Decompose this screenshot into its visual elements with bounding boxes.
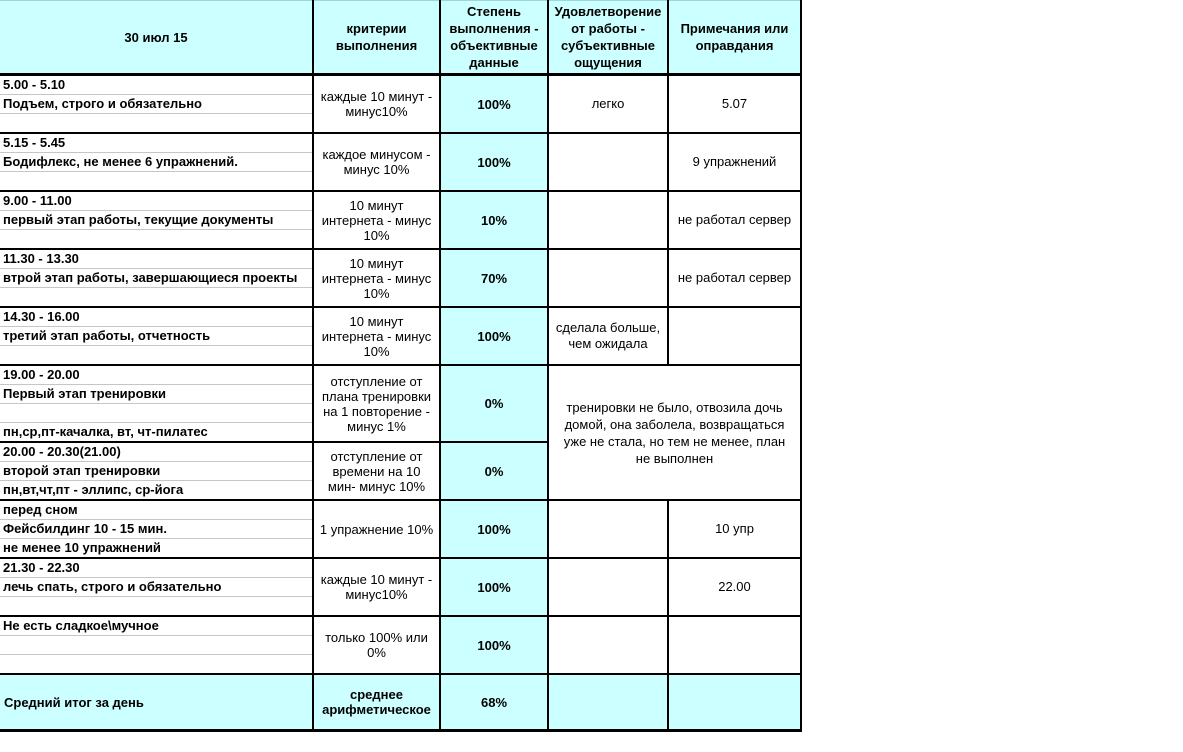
activity-label: первый этап работы, текущие документы (0, 211, 312, 230)
cell-criteria[interactable]: каждые 10 минут - минус10% (313, 558, 440, 616)
cell-criteria[interactable]: 10 минут интернета - минус 10% (313, 191, 440, 249)
activity-schedule: пн,вт,чт,пт - эллипс, ср-йога (3, 482, 184, 497)
cell-criteria[interactable]: каждое минусом - минус 10% (313, 133, 440, 191)
cell-criteria[interactable]: 1 упражнение 10% (313, 500, 440, 558)
cell-criteria[interactable]: каждые 10 минут - минус10% (313, 75, 440, 134)
blank-line (0, 288, 312, 306)
cell-time-activity[interactable] (0, 191, 313, 249)
cell-time-activity[interactable] (0, 365, 313, 442)
header-satisfaction-label: Удовлетворение от работы - субъективные ощущения (554, 4, 662, 70)
header-date-label: 30 июл 15 (124, 29, 188, 45)
activity-label: Не есть сладкое\мучное (0, 617, 312, 636)
blank-line (0, 346, 312, 364)
time-range: 9.00 - 11.00 (0, 192, 312, 211)
time-range: 20.00 - 20.30(21.00) (0, 443, 312, 462)
cell-notes[interactable]: не работал сервер (668, 191, 801, 249)
cell-satisfaction[interactable] (548, 249, 668, 307)
table-row (0, 191, 801, 249)
header-degree-cell[interactable] (440, 1, 548, 75)
cell-degree[interactable]: 100% (440, 307, 548, 365)
cell-time-activity[interactable] (0, 307, 313, 365)
cell-degree[interactable]: 10% (440, 191, 548, 249)
cell-time-activity[interactable] (0, 249, 313, 307)
time-range: перед сном (0, 501, 312, 520)
activity-label: лечь спать, строго и обязательно (0, 578, 312, 597)
activity-label: втрой этап работы, завершающиеся проекты (0, 269, 312, 288)
cell-degree[interactable]: 0% (440, 365, 548, 442)
header-criteria-cell[interactable] (313, 1, 440, 75)
summary-criteria-cell[interactable]: среднее арифметическое (313, 674, 440, 731)
header-degree-label: Степень выполнения - объективные данные (449, 4, 539, 70)
cell-satisfaction[interactable] (548, 616, 668, 674)
activity-label: Фейсбилдинг 10 - 15 мин. (0, 520, 312, 539)
cell-time-activity[interactable] (0, 500, 313, 558)
summary-degree-cell[interactable]: 68% (440, 674, 548, 731)
blank-line (0, 230, 312, 248)
activity-label: второй этап тренировки (0, 462, 312, 481)
cell-notes[interactable]: 9 упражнений (668, 133, 801, 191)
cell-criteria[interactable]: 10 минут интернета - минус 10% (313, 249, 440, 307)
header-notes-cell[interactable] (668, 1, 801, 75)
time-range: 5.00 - 5.10 (0, 76, 312, 95)
table-row (0, 365, 801, 442)
cell-criteria[interactable]: 10 минут интернета - минус 10% (313, 307, 440, 365)
cell-time-activity[interactable] (0, 75, 313, 134)
time-range: 14.30 - 16.00 (0, 308, 312, 327)
cell-time-activity[interactable] (0, 616, 313, 674)
cell-criteria[interactable]: только 100% или 0% (313, 616, 440, 674)
cell-degree[interactable]: 100% (440, 558, 548, 616)
table-row (0, 500, 801, 558)
table-row (0, 249, 801, 307)
table-row (0, 616, 801, 674)
blank-line (0, 597, 312, 615)
blank-line (0, 114, 312, 132)
activity-detail: не менее 10 упражнений (3, 540, 161, 555)
table-row (0, 75, 801, 134)
blank-line (0, 636, 312, 655)
summary-notes-cell[interactable] (668, 674, 801, 731)
cell-satisfaction[interactable] (548, 191, 668, 249)
cell-satisfaction[interactable]: легко (548, 75, 668, 134)
table-header-row (0, 1, 801, 75)
blank-line (0, 655, 312, 673)
cell-degree[interactable]: 70% (440, 249, 548, 307)
time-range: 19.00 - 20.00 (0, 366, 312, 385)
cell-time-activity[interactable] (0, 442, 313, 500)
time-range: 5.15 - 5.45 (0, 134, 312, 153)
header-criteria-label: критерии выполнения (335, 21, 418, 53)
activity-label: Первый этап тренировки (0, 385, 312, 404)
activity-label: Подъем, строго и обязательно (0, 95, 312, 114)
cell-degree[interactable]: 0% (440, 442, 548, 500)
header-date-cell[interactable] (0, 1, 313, 75)
summary-row (0, 674, 801, 731)
cell-notes[interactable] (668, 616, 801, 674)
cell-merged-note[interactable]: тренировки не было, отвозила дочь домой, она заболела, возвращаться уже не стала, но тем не менее, план не выполнен (548, 365, 801, 500)
cell-notes[interactable] (668, 307, 801, 365)
table-row (0, 133, 801, 191)
cell-satisfaction[interactable]: сделала больше, чем ожидала (548, 307, 668, 365)
blank-line (0, 172, 312, 190)
cell-time-activity[interactable] (0, 558, 313, 616)
table-row (0, 558, 801, 616)
cell-degree[interactable]: 100% (440, 616, 548, 674)
cell-notes[interactable]: 10 упр (668, 500, 801, 558)
header-satisfaction-cell[interactable] (548, 1, 668, 75)
cell-satisfaction[interactable] (548, 133, 668, 191)
cell-satisfaction[interactable] (548, 558, 668, 616)
blank-line (0, 404, 312, 423)
cell-notes[interactable]: 22.00 (668, 558, 801, 616)
cell-criteria[interactable]: отступление от плана тренировки на 1 повторение - минус 1% (313, 365, 440, 442)
time-range: 11.30 - 13.30 (0, 250, 312, 269)
cell-degree[interactable]: 100% (440, 75, 548, 134)
activity-schedule: пн,ср,пт-качалка, вт, чт-пилатес (3, 424, 208, 439)
cell-notes[interactable]: 5.07 (668, 75, 801, 134)
header-notes-label: Примечания или оправдания (680, 21, 789, 53)
cell-degree[interactable]: 100% (440, 133, 548, 191)
cell-degree[interactable]: 100% (440, 500, 548, 558)
cell-satisfaction[interactable] (548, 500, 668, 558)
table-row (0, 307, 801, 365)
cell-time-activity[interactable] (0, 133, 313, 191)
cell-criteria[interactable]: отступление от времени на 10 мин- минус 10% (313, 442, 440, 500)
time-range: 21.30 - 22.30 (0, 559, 312, 578)
activity-label: Бодифлекс, не менее 6 упражнений. (0, 153, 312, 172)
summary-satisfaction-cell[interactable] (548, 674, 668, 731)
cell-notes[interactable]: не работал сервер (668, 249, 801, 307)
summary-label-cell[interactable]: Средний итог за день (0, 674, 313, 731)
activity-label: третий этап работы, отчетность (0, 327, 312, 346)
